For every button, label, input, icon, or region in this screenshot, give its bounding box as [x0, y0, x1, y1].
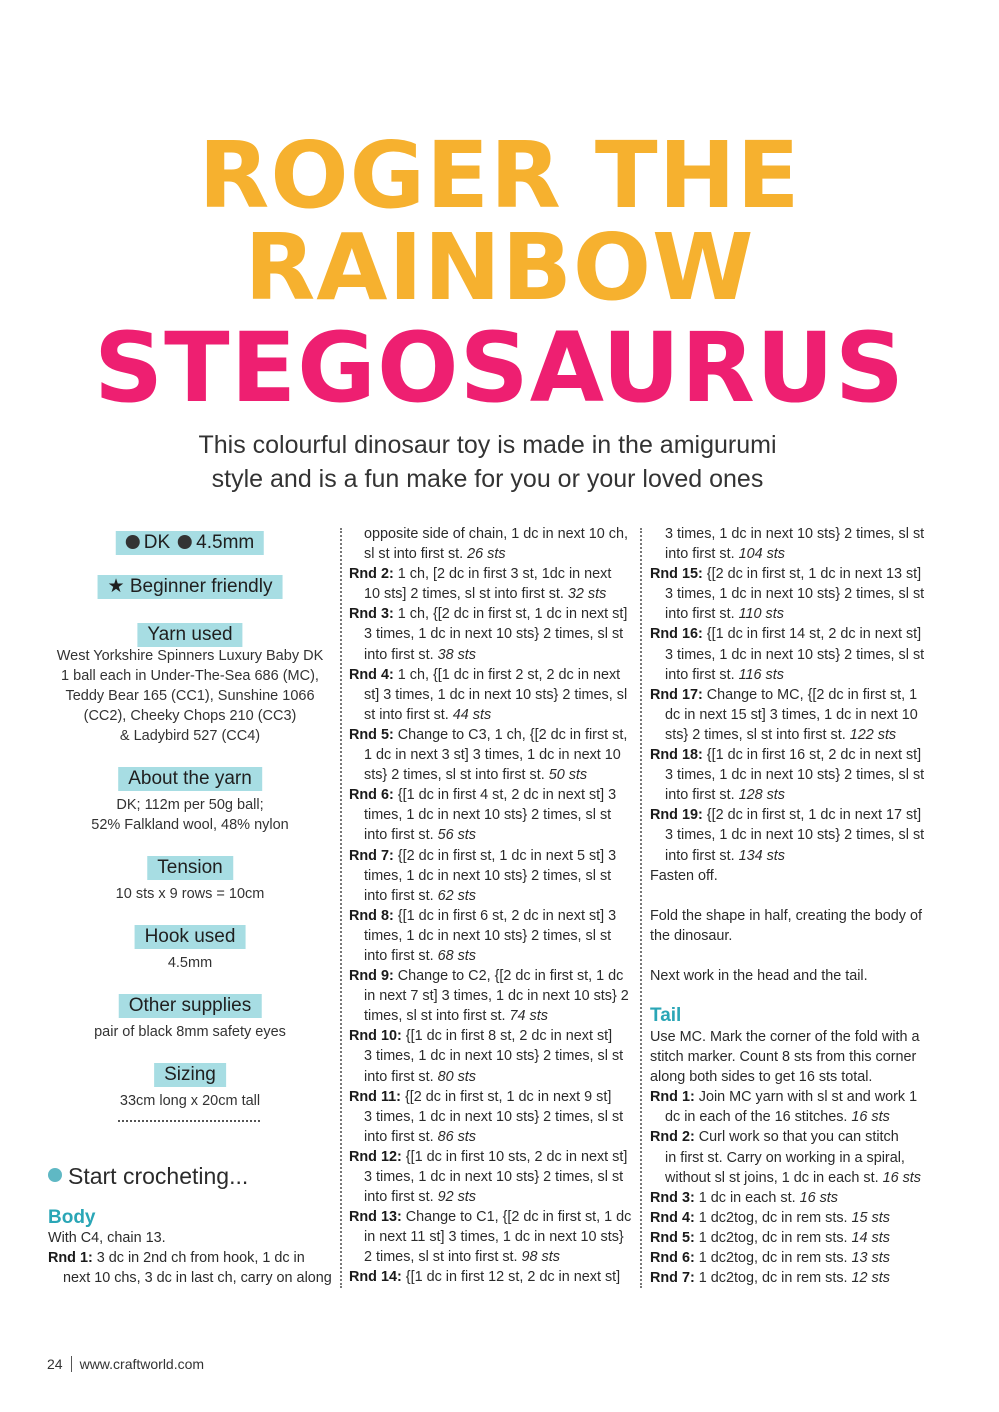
- line-text: in next 7 st] 3 times, 1 dc in next 10 sts} 2: [364, 988, 629, 1005]
- pattern-line: [650, 1188, 921, 1208]
- line-text: 3 times, 1 dc in next 10 sts} 2 times, sl st: [665, 767, 925, 784]
- pattern-line: [650, 1228, 921, 1248]
- pattern-line: [349, 1087, 631, 1107]
- pattern-line: [650, 1148, 921, 1168]
- stitch-count: 104 sts: [738, 546, 785, 563]
- line-text: opposite side of chain, 1 dc in next 10 ch,: [364, 526, 628, 542]
- yarn-line: (CC2), Cheeky Chops 210 (CC3): [83, 708, 297, 724]
- pattern-line: [349, 1247, 631, 1267]
- pattern-line: [650, 665, 924, 685]
- stitch-count: 74 sts: [509, 1008, 548, 1025]
- pattern-line: [349, 584, 631, 604]
- hook-used-text: 4.5mm: [167, 955, 213, 971]
- line-text: without sl st joins, 1 dc in each st.: [665, 1169, 883, 1186]
- pattern-line: [349, 1167, 631, 1187]
- line-text: {[1 dc in first 6 st, 2 dc in next st] 3: [393, 907, 617, 924]
- yarn-ball-icon: [48, 1168, 62, 1182]
- pattern-line: [349, 604, 631, 624]
- text-line: [48, 1248, 332, 1268]
- round-label: Rnd 2:: [650, 1129, 695, 1146]
- line-text: times, 1 dc in next 10 sts} 2 times, sl st: [364, 807, 612, 824]
- title-line-2: RAINBOW: [244, 214, 755, 321]
- line-text: {[1 dc in first 12 st, 2 dc in next st]: [401, 1269, 621, 1286]
- pattern-line: [349, 1026, 631, 1046]
- line-text: 1 dc2tog, dc in rem sts.: [694, 1209, 852, 1226]
- pattern-line: [650, 1047, 921, 1067]
- stitch-count: 80 sts: [437, 1068, 476, 1085]
- stitch-count: 128 sts: [738, 787, 785, 804]
- line-text: Curl work so that you can stitch: [694, 1129, 899, 1146]
- stitch-count: 110 sts: [738, 606, 784, 623]
- round-label: Rnd 12:: [349, 1148, 402, 1165]
- pattern-line: [349, 966, 631, 986]
- line-text: Fold the shape in half, creating the body of: [650, 907, 923, 924]
- pattern-line: [650, 765, 924, 785]
- subtitle-line-2: style and is a fun make for you or your loved ones: [211, 465, 764, 493]
- yarn-ball-icon: [126, 535, 140, 549]
- pattern-line: [650, 1107, 921, 1127]
- footer-separator: [71, 1356, 72, 1372]
- stitch-count: 68 sts: [437, 947, 476, 964]
- dotted-divider: [118, 1120, 260, 1122]
- pattern-line: [349, 645, 631, 665]
- pattern-line: [650, 966, 924, 986]
- pattern-line: [650, 906, 924, 926]
- stitch-count: 14 sts: [851, 1229, 890, 1246]
- line-text: 3 times, 1 dc in next 10 sts} 2 times, sl st: [665, 827, 925, 844]
- line-text: 1 dc2tog, dc in rem sts.: [694, 1250, 852, 1267]
- hook-text: 4.5mm: [196, 532, 255, 553]
- sizing-label: Sizing: [154, 1063, 226, 1087]
- line-text: Fasten off.: [650, 867, 718, 884]
- pattern-line: [650, 725, 924, 745]
- round-label: Rnd 5:: [650, 1229, 695, 1246]
- line-text: {[1 dc in first 10 sts, 2 dc in next st]: [401, 1148, 628, 1165]
- line-text: {[1 dc in first 14 st, 2 dc in next st]: [702, 626, 922, 643]
- pattern-column-3: [650, 524, 924, 986]
- pattern-line: [650, 926, 924, 946]
- round-label: Rnd 7:: [650, 1270, 695, 1287]
- line-text: into first st.: [364, 646, 438, 663]
- line-text: into first st.: [665, 606, 739, 623]
- line-text: Change to C2, {[2 dc in first st, 1 dc: [393, 968, 624, 985]
- line-text: into first st.: [665, 787, 739, 804]
- other-supplies-text: pair of black 8mm safety eyes: [94, 1024, 286, 1040]
- line-text: Use MC. Mark the corner of the fold with a: [650, 1029, 920, 1045]
- yarn-line: 1 ball each in Under-The-Sea 686 (MC),: [61, 668, 319, 684]
- pattern-line: [349, 846, 631, 866]
- line-text: st into first st.: [364, 706, 453, 723]
- stitch-count: 32 sts: [567, 586, 607, 603]
- round-label: Rnd 8:: [349, 907, 394, 924]
- line-text: {[2 dc in first st, 1 dc in next 9 st]: [400, 1088, 612, 1105]
- line-text: times, sl st into first st.: [364, 1008, 510, 1025]
- line-text: {[2 dc in first st, 1 dc in next 5 st] 3: [393, 847, 617, 864]
- pattern-line: [349, 624, 631, 644]
- pattern-line: [650, 1208, 921, 1228]
- yarn-line: West Yorkshire Spinners Luxury Baby DK: [56, 648, 324, 664]
- pattern-line: [349, 1127, 631, 1147]
- pattern-line: [349, 1046, 631, 1066]
- yarn-used-text: [48, 646, 332, 746]
- line-text: into first st.: [665, 666, 739, 683]
- stitch-count: 134 sts: [738, 847, 785, 864]
- line-text: 1 ch, {[2 dc in first st, 1 dc in next st]: [393, 606, 628, 623]
- pattern-line: [650, 1127, 921, 1147]
- pattern-line: [650, 1168, 921, 1188]
- pattern-line: [349, 1006, 631, 1026]
- line-text: 1 dc2tog, dc in rem sts.: [694, 1229, 852, 1246]
- pattern-line: [650, 524, 924, 544]
- stitch-count: 16 sts: [799, 1189, 838, 1206]
- column-divider: [340, 528, 342, 1288]
- page-footer: [47, 1356, 204, 1372]
- pattern-line: [349, 765, 631, 785]
- pattern-line: [349, 725, 631, 745]
- round-label: Rnd 18:: [650, 747, 703, 764]
- line-text: times, 1 dc in next 10 sts} 2 times, sl st: [364, 867, 612, 884]
- pattern-line: [349, 785, 631, 805]
- round-label: Rnd 10:: [349, 1028, 402, 1045]
- line-text: in first st. Carry on working in a spiral,: [665, 1149, 905, 1166]
- pattern-line: [650, 705, 924, 725]
- about-line: DK; 112m per 50g ball;: [116, 797, 264, 813]
- pattern-line: [650, 584, 924, 604]
- pattern-line: [349, 665, 631, 685]
- pattern-line: [650, 745, 924, 765]
- round-label: Rnd 13:: [349, 1209, 402, 1226]
- line-text: {[1 dc in first 8 st, 2 dc in next st]: [401, 1028, 613, 1045]
- round-label: Rnd 3:: [650, 1189, 695, 1206]
- stitch-count: 50 sts: [548, 767, 588, 784]
- pattern-line: [349, 946, 631, 966]
- pattern-line: [349, 544, 631, 564]
- round-label: Rnd 6:: [349, 787, 394, 804]
- about-yarn-text: [48, 795, 332, 835]
- tail-heading: Tail: [650, 1005, 682, 1026]
- stitch-count: 122 sts: [849, 726, 897, 743]
- stitch-count: 116 sts: [738, 666, 784, 683]
- page-number: 24: [47, 1356, 63, 1372]
- pattern-line: [349, 1107, 631, 1127]
- body-heading: Body: [48, 1207, 96, 1228]
- round-label: Rnd 1:: [650, 1089, 695, 1106]
- other-supplies-label: Other supplies: [119, 994, 262, 1018]
- round-label: Rnd 4:: [650, 1209, 695, 1226]
- pattern-line: [349, 745, 631, 765]
- line-text: 2 times, sl st into first st.: [364, 1249, 522, 1266]
- round-label: Rnd 5:: [349, 726, 394, 743]
- pattern-column-2: [349, 524, 631, 1288]
- start-crocheting-heading: [48, 1163, 248, 1190]
- level-text: Beginner friendly: [129, 576, 273, 597]
- yarn-used-label: Yarn used: [137, 623, 242, 647]
- line-text: stitch marker. Count 8 sts from this corner: [650, 1049, 917, 1066]
- pattern-line: [650, 1027, 921, 1047]
- line-text: sts} 2 times, sl st into first st.: [665, 726, 850, 743]
- pattern-line: [349, 1207, 631, 1227]
- line-text: {[1 dc in first 16 st, 2 dc in next st]: [702, 747, 922, 764]
- pattern-line: [349, 685, 631, 705]
- pattern-line: [349, 886, 631, 906]
- tension-text: 10 sts x 9 rows = 10cm: [115, 886, 265, 902]
- round-label: Rnd 3:: [349, 606, 394, 623]
- line-text: Change to C1, {[2 dc in first st, 1 dc: [401, 1209, 632, 1226]
- pattern-line: [349, 866, 631, 886]
- pattern-line: [349, 926, 631, 946]
- tension-label: Tension: [147, 856, 233, 880]
- pattern-line: [349, 986, 631, 1006]
- line-text: 1 dc in next 3 st] 3 times, 1 dc in next 10: [364, 747, 621, 764]
- line-text: into first st.: [364, 1068, 438, 1085]
- level-label: [98, 575, 283, 599]
- pattern-line: [349, 805, 631, 825]
- pattern-line: [650, 866, 924, 886]
- pattern-line: [650, 685, 924, 705]
- round-label: Rnd 16:: [650, 626, 703, 643]
- stitch-count: 98 sts: [521, 1249, 560, 1266]
- pattern-line: [650, 825, 924, 845]
- line-text: {[2 dc in first st, 1 dc in next 13 st]: [702, 566, 922, 583]
- round-label: Rnd 15:: [650, 566, 703, 583]
- weight-hook-label: [116, 531, 264, 555]
- round-label: Rnd 9:: [349, 968, 394, 985]
- line-text: 3 times, 1 dc in next 10 sts} 2 times, sl st: [364, 1048, 624, 1065]
- stitch-count: 62 sts: [437, 887, 476, 904]
- pattern-line: [650, 544, 924, 564]
- pattern-line: [349, 1187, 631, 1207]
- line-text: in next 11 st] 3 times, 1 dc in next 10 sts}: [364, 1229, 624, 1246]
- stitch-count: 16 sts: [882, 1169, 921, 1186]
- line-text: 1 ch, [2 dc in first 3 st, 1dc in next: [393, 566, 612, 583]
- line-text: times, 1 dc in next 10 sts} 2 times, sl st: [364, 927, 612, 944]
- line-text: 3 times, 1 dc in next 10 sts} 2 times, sl st: [364, 1108, 624, 1125]
- pattern-line: [349, 906, 631, 926]
- stitch-count: 12 sts: [851, 1270, 890, 1287]
- line-text: dc in each of the 16 stitches.: [665, 1109, 852, 1126]
- star-icon: ★: [107, 576, 130, 597]
- pattern-line: [650, 785, 924, 805]
- title-line-1: ROGER THE: [198, 122, 801, 229]
- pattern-line: [650, 645, 924, 665]
- line-text: sl st into first st.: [364, 546, 468, 563]
- start-heading-text: Start crocheting...: [68, 1163, 249, 1189]
- body-intro: [48, 1228, 332, 1288]
- line-text: into first st.: [364, 1128, 438, 1145]
- line-text: 1 dc2tog, dc in rem sts.: [694, 1270, 852, 1287]
- yarn-line: & Ladybird 527 (CC4): [119, 728, 261, 744]
- line-text: 1 ch, {[1 dc in first 2 st, 2 dc in next: [393, 666, 621, 683]
- line-text: {[1 dc in first 4 st, 2 dc in next st] 3: [393, 787, 617, 804]
- line-text: 3 times, 1 dc in next 10 sts} 2 times, sl st: [665, 526, 925, 542]
- stitch-count: 16 sts: [851, 1109, 890, 1126]
- about-line: 52% Falkland wool, 48% nylon: [91, 817, 289, 833]
- round-label: Rnd 11:: [349, 1088, 401, 1105]
- hook-used-label: Hook used: [135, 925, 246, 949]
- stitch-count: 92 sts: [437, 1189, 476, 1206]
- line-text: into first st.: [364, 1189, 438, 1206]
- tail-text: [650, 1027, 921, 1288]
- about-yarn-label: About the yarn: [118, 767, 262, 791]
- stitch-count: 56 sts: [437, 827, 476, 844]
- pattern-line: [349, 825, 631, 845]
- line-text: into first st.: [364, 887, 438, 904]
- line-text: into first st.: [665, 847, 739, 864]
- round-label: Rnd 14:: [349, 1269, 402, 1286]
- line-text: dc in next 15 st] 3 times, 1 dc in next 10: [665, 706, 918, 723]
- pattern-line: [349, 524, 631, 544]
- stitch-count: 38 sts: [437, 646, 476, 663]
- pattern-line: [650, 1268, 921, 1288]
- line-text: into first st.: [665, 546, 739, 563]
- footer-url[interactable]: www.craftworld.com: [79, 1356, 205, 1372]
- text-line: next 10 chs, 3 dc in last ch, carry on along: [63, 1270, 332, 1287]
- round-label: Rnd 4:: [349, 666, 394, 683]
- pattern-line: [650, 805, 924, 825]
- line-text: Change to C3, 1 ch, {[2 dc in first st,: [393, 726, 628, 743]
- round-label: Rnd 19:: [650, 807, 703, 824]
- pattern-line: [650, 604, 924, 624]
- stitch-count: 13 sts: [851, 1250, 890, 1267]
- line-text: along both sides to get 16 sts total.: [650, 1069, 873, 1086]
- line-text: 3 times, 1 dc in next 10 sts} 2 times, sl st: [364, 1169, 624, 1185]
- sizing-text: 33cm long x 20cm tall: [119, 1093, 261, 1109]
- stitch-count: 15 sts: [851, 1209, 890, 1226]
- pattern-line: [349, 705, 631, 725]
- text-line: With C4, chain 13.: [48, 1230, 166, 1246]
- line-text: into first st.: [364, 827, 438, 844]
- weight-text: DK: [143, 532, 171, 553]
- pattern-line: [650, 1248, 921, 1268]
- line-text: {[2 dc in first st, 1 dc in next 17 st]: [702, 807, 922, 824]
- pattern-line: [349, 1067, 631, 1087]
- pattern-line: [650, 1067, 921, 1087]
- line-text: Next work in the head and the tail.: [650, 968, 868, 985]
- stitch-count: 44 sts: [452, 706, 492, 723]
- line-text: 1 dc in each st.: [694, 1189, 800, 1206]
- line-text: the dinosaur.: [650, 927, 733, 944]
- line-text: 3 times, 1 dc in next 10 sts} 2 times, sl st: [364, 626, 624, 643]
- stitch-count: 26 sts: [467, 546, 506, 563]
- pattern-line: [349, 1227, 631, 1247]
- round-label: Rnd 17:: [650, 686, 703, 703]
- pattern-line: [650, 1087, 921, 1107]
- round-label: Rnd 6:: [650, 1250, 695, 1267]
- line-text: 10 sts] 2 times, sl st into first st.: [364, 586, 568, 603]
- title-line-3: STEGOSAURUS: [93, 312, 906, 424]
- round-label: Rnd 2:: [349, 566, 394, 583]
- round-label: Rnd 1:: [48, 1250, 93, 1267]
- yarn-line: Teddy Bear 165 (CC1), Sunshine 1066: [65, 688, 315, 704]
- line-text: into first st.: [364, 947, 438, 964]
- pattern-line: [650, 564, 924, 584]
- pattern-line: [349, 1267, 631, 1287]
- column-divider: [640, 528, 642, 1288]
- subtitle-line-1: This colourful dinosaur toy is made in the amigurumi: [198, 431, 777, 459]
- pattern-line: [650, 946, 924, 966]
- line-text: st] 3 times, 1 dc in next 10 sts} 2 times, sl: [364, 686, 628, 703]
- line-text: sts} 2 times, sl st into first st.: [364, 767, 549, 784]
- line-text: 3 times, 1 dc in next 10 sts} 2 times, sl st: [665, 586, 925, 603]
- hook-icon: [178, 535, 192, 549]
- line-text: Change to MC, {[2 dc in first st, 1: [702, 686, 918, 703]
- pattern-line: [650, 886, 924, 906]
- pattern-line: [650, 624, 924, 644]
- round-label: Rnd 7:: [349, 847, 394, 864]
- round-text: 3 dc in 2nd ch from hook, 1 dc in: [92, 1250, 305, 1267]
- pattern-line: [650, 846, 924, 866]
- pattern-line: [349, 564, 631, 584]
- line-text: 3 times, 1 dc in next 10 sts} 2 times, sl st: [665, 646, 925, 663]
- stitch-count: 86 sts: [437, 1128, 476, 1145]
- pattern-line: [349, 1147, 631, 1167]
- line-text: Join MC yarn with sl st and work 1: [694, 1089, 918, 1106]
